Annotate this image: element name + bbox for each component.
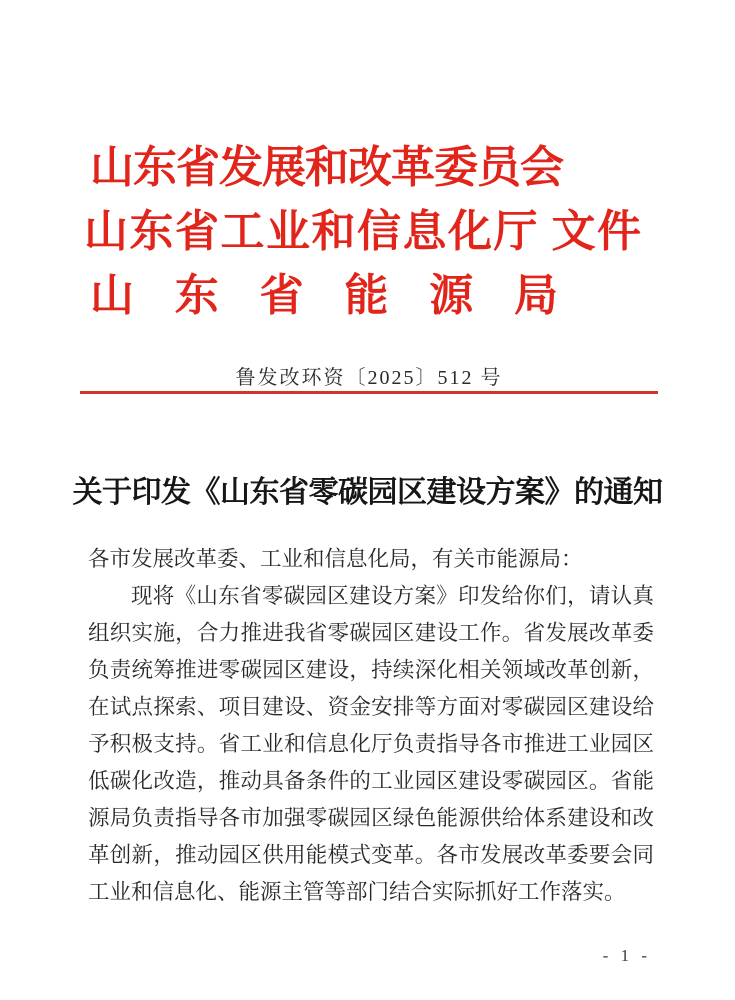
salutation-line: 各市发展改革委、工业和信息化局，有关市能源局： bbox=[88, 547, 583, 571]
body-paragraph: 现将《山东省零碳园区建设方案》印发给你们，请认真组织实施，合力推进我省零碳园区建设工作。省发展改革委负责统筹推进零碳园区建设，持续深化相关领域改革创新，在试点探索、项目建设、资金安排等方面对零碳园区建设给予积极支持。省工业和信息化厅负责指导各市推进工业园区低碳化改造，推动具备条件的工业园区建设零碳园区。省能源局负责指导各市加强零碳园区绿色能源供给体系建设和改革创新，推动园区供用能模式变革。各市发展改革委要会同工业和信息化、能源主管等部门结合实际抓好工作落实。 bbox=[88, 584, 654, 904]
document-number: 鲁发改环资〔2025〕512 号 bbox=[235, 367, 503, 389]
letterhead bbox=[84, 136, 643, 328]
document-body bbox=[88, 541, 654, 911]
red-rule-divider bbox=[80, 391, 658, 394]
letterhead-agency-3: 山东省能源局 bbox=[90, 271, 558, 320]
letterhead-agency-1: 山东省发展和改革委员会 bbox=[90, 143, 563, 192]
page-number: - 1 - bbox=[602, 946, 651, 965]
document-title: 关于印发《山东省零碳园区建设方案》的通知 bbox=[72, 476, 663, 509]
letterhead-agency-2: 山东省工业和信息化厅 文件 bbox=[84, 207, 643, 256]
